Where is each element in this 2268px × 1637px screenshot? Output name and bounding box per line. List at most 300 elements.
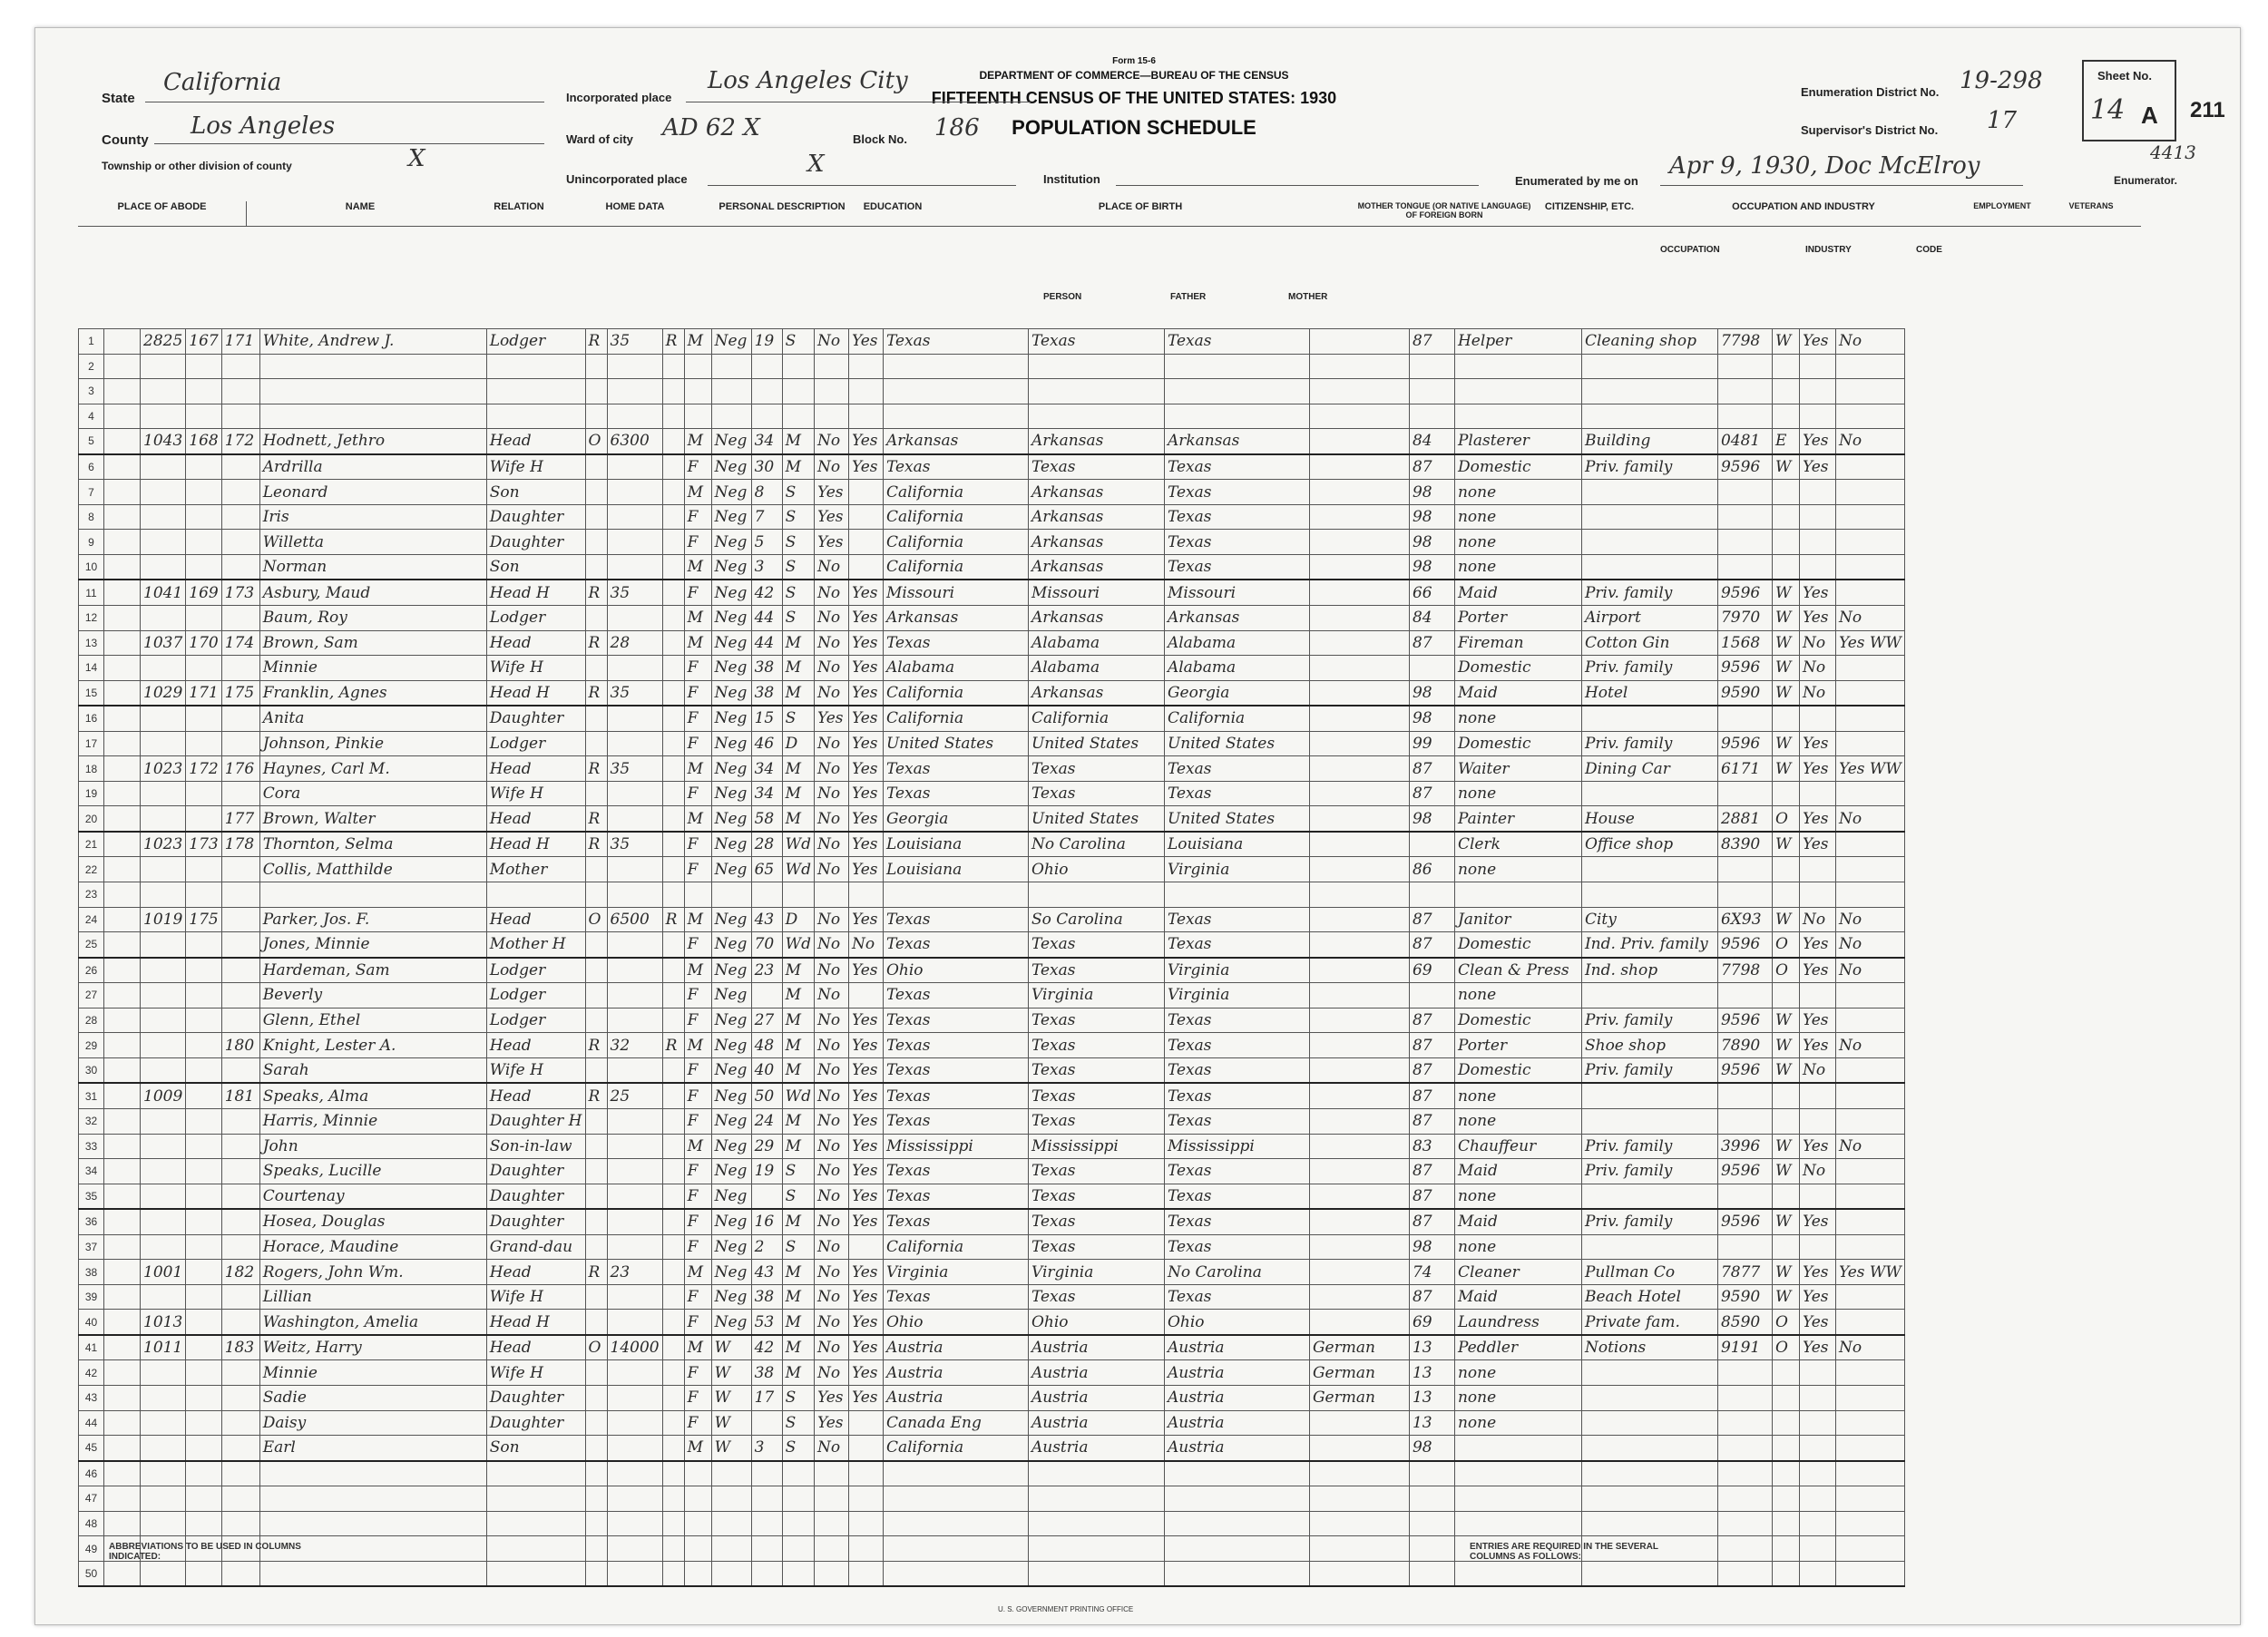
group-relation: RELATION bbox=[474, 201, 564, 227]
cell-employed bbox=[1799, 354, 1835, 379]
cell-code: 87 bbox=[1409, 329, 1454, 355]
cell-occupation: Porter bbox=[1454, 606, 1581, 631]
cell-dwelling: 172 bbox=[186, 756, 221, 782]
cell-birth: California bbox=[883, 480, 1028, 505]
sheet-label: Sheet No. bbox=[2097, 69, 2152, 83]
cell-mother: Texas bbox=[1164, 1184, 1309, 1209]
cell-occupation: Porter bbox=[1454, 1033, 1581, 1058]
cell-worker bbox=[1772, 1360, 1799, 1386]
line-number: 14 bbox=[79, 656, 104, 681]
cell-tongue bbox=[1309, 1184, 1409, 1209]
cell-industry bbox=[1581, 404, 1717, 429]
cell-age bbox=[751, 404, 782, 429]
cell-relation bbox=[486, 1536, 585, 1562]
cell-father: Texas bbox=[1028, 1057, 1164, 1083]
cell-marital: M bbox=[782, 958, 814, 983]
cell-house bbox=[141, 1561, 186, 1586]
cell-tenure bbox=[585, 454, 607, 480]
group-citizenship: CITIZENSHIP, ETC. bbox=[1535, 201, 1644, 227]
table-row bbox=[79, 1234, 1905, 1260]
cell-radio bbox=[662, 656, 684, 681]
cell-radio bbox=[662, 706, 684, 731]
cell-race: Neg bbox=[711, 983, 751, 1009]
cell-mother: Virginia bbox=[1164, 958, 1309, 983]
cell-house bbox=[141, 354, 186, 379]
cell-street bbox=[104, 1234, 141, 1260]
cell-house: 2825 bbox=[141, 329, 186, 355]
cell-dwelling bbox=[186, 504, 221, 530]
cell-worker bbox=[1772, 983, 1799, 1009]
cell-birth: Texas bbox=[883, 1284, 1028, 1310]
cell-employed bbox=[1799, 1184, 1835, 1209]
cell-ocode: 7890 bbox=[1717, 1033, 1772, 1058]
table-row bbox=[79, 1486, 1905, 1512]
table-row bbox=[79, 1159, 1905, 1184]
cell-value bbox=[607, 1008, 662, 1033]
cell-ocode: 9596 bbox=[1717, 580, 1772, 605]
cell-code: 87 bbox=[1409, 1033, 1454, 1058]
cell-name: Jones, Minnie bbox=[259, 932, 486, 958]
cell-relation: Wife H bbox=[486, 1284, 585, 1310]
cell-house bbox=[141, 1436, 186, 1461]
cell-relation: Wife H bbox=[486, 656, 585, 681]
cell-marital: D bbox=[782, 731, 814, 756]
line-number: 12 bbox=[79, 606, 104, 631]
cell-employed: Yes bbox=[1799, 329, 1835, 355]
incorporated-label: Incorporated place bbox=[566, 91, 672, 104]
cell-value bbox=[607, 1057, 662, 1083]
cell-employed bbox=[1799, 1511, 1835, 1536]
cell-radio bbox=[662, 806, 684, 832]
line-number: 40 bbox=[79, 1310, 104, 1335]
cell-family bbox=[221, 1057, 259, 1083]
cell-veteran bbox=[1835, 1536, 1904, 1562]
cell-relation bbox=[486, 404, 585, 429]
cell-ocode bbox=[1717, 1360, 1772, 1386]
cell-code bbox=[1409, 354, 1454, 379]
cell-sex: M bbox=[684, 554, 711, 580]
cell-birth: Missouri bbox=[883, 580, 1028, 605]
enum-district-label: Enumeration District No. bbox=[1801, 85, 1940, 99]
cell-employed bbox=[1799, 1461, 1835, 1486]
cell-ocode: 2881 bbox=[1717, 806, 1772, 832]
cell-mother: Texas bbox=[1164, 1284, 1309, 1310]
cell-sex: F bbox=[684, 857, 711, 882]
cell-name: Sarah bbox=[259, 1057, 486, 1083]
cell-marital: S bbox=[782, 329, 814, 355]
cell-school: No bbox=[814, 932, 848, 958]
cell-ocode bbox=[1717, 1486, 1772, 1512]
cell-relation: Wife H bbox=[486, 1057, 585, 1083]
cell-worker bbox=[1772, 1410, 1799, 1436]
cell-tongue bbox=[1309, 480, 1409, 505]
cell-veteran: Yes WW bbox=[1835, 1260, 1904, 1285]
cell-race: Neg bbox=[711, 656, 751, 681]
table-row bbox=[79, 1511, 1905, 1536]
cell-radio bbox=[662, 504, 684, 530]
cell-street bbox=[104, 1209, 141, 1234]
cell-name: Lillian bbox=[259, 1284, 486, 1310]
table-row bbox=[79, 983, 1905, 1009]
institution-label: Institution bbox=[1043, 172, 1100, 186]
cell-house bbox=[141, 1385, 186, 1410]
cell-veteran bbox=[1835, 680, 1904, 706]
cell-tenure: R bbox=[585, 329, 607, 355]
cell-sex: F bbox=[684, 932, 711, 958]
cell-house bbox=[141, 379, 186, 404]
cell-employed bbox=[1799, 983, 1835, 1009]
cell-tenure bbox=[585, 1486, 607, 1512]
cell-father: Alabama bbox=[1028, 656, 1164, 681]
cell-tongue bbox=[1309, 1134, 1409, 1159]
cell-radio bbox=[662, 1209, 684, 1234]
cell-industry bbox=[1581, 379, 1717, 404]
cell-radio bbox=[662, 1461, 684, 1486]
cell-industry: Office shop bbox=[1581, 832, 1717, 857]
cell-dwelling bbox=[186, 480, 221, 505]
cell-birth: California bbox=[883, 706, 1028, 731]
cell-name: Speaks, Alma bbox=[259, 1083, 486, 1108]
cell-tongue bbox=[1309, 1284, 1409, 1310]
cell-school: Yes bbox=[814, 480, 848, 505]
cell-street bbox=[104, 958, 141, 983]
cell-sex bbox=[684, 379, 711, 404]
cell-age bbox=[751, 354, 782, 379]
cell-value bbox=[607, 1486, 662, 1512]
cell-school: No bbox=[814, 857, 848, 882]
line-number: 30 bbox=[79, 1057, 104, 1083]
cell-read: Yes bbox=[848, 1360, 883, 1386]
cell-read bbox=[848, 1410, 883, 1436]
cell-ocode: 7798 bbox=[1717, 329, 1772, 355]
cell-veteran bbox=[1835, 1008, 1904, 1033]
line-number: 37 bbox=[79, 1234, 104, 1260]
cell-race: Neg bbox=[711, 958, 751, 983]
table-row bbox=[79, 1083, 1905, 1108]
cell-school: No bbox=[814, 1335, 848, 1360]
cell-birth: Texas bbox=[883, 1209, 1028, 1234]
cell-father: No Carolina bbox=[1028, 832, 1164, 857]
cell-school: No bbox=[814, 1260, 848, 1285]
cell-street bbox=[104, 656, 141, 681]
cell-occupation: none bbox=[1454, 1083, 1581, 1108]
cell-veteran: No bbox=[1835, 907, 1904, 932]
cell-birth: Texas bbox=[883, 932, 1028, 958]
cell-industry: Priv. family bbox=[1581, 454, 1717, 480]
cell-code: 87 bbox=[1409, 1008, 1454, 1033]
cell-race: Neg bbox=[711, 504, 751, 530]
cell-family bbox=[221, 983, 259, 1009]
cell-street bbox=[104, 404, 141, 429]
cell-tongue bbox=[1309, 731, 1409, 756]
cell-marital bbox=[782, 354, 814, 379]
cell-school: No bbox=[814, 1209, 848, 1234]
cell-tongue bbox=[1309, 1159, 1409, 1184]
cell-code: 87 bbox=[1409, 454, 1454, 480]
cell-dwelling bbox=[186, 1461, 221, 1486]
table-row bbox=[79, 706, 1905, 731]
cell-family bbox=[221, 1234, 259, 1260]
cell-value bbox=[607, 882, 662, 908]
cell-radio bbox=[662, 932, 684, 958]
cell-ocode bbox=[1717, 1184, 1772, 1209]
cell-sex: F bbox=[684, 1310, 711, 1335]
group-place-of-abode: PLACE OF ABODE bbox=[78, 201, 247, 227]
cell-father bbox=[1028, 1511, 1164, 1536]
cell-street bbox=[104, 1184, 141, 1209]
cell-value: 35 bbox=[607, 680, 662, 706]
cell-industry: Priv. family bbox=[1581, 731, 1717, 756]
cell-value: 35 bbox=[607, 756, 662, 782]
cell-code: 87 bbox=[1409, 932, 1454, 958]
cell-name bbox=[259, 1461, 486, 1486]
cell-value bbox=[607, 1511, 662, 1536]
cell-father: Texas bbox=[1028, 1284, 1164, 1310]
cell-race: Neg bbox=[711, 781, 751, 806]
cell-name: Hardeman, Sam bbox=[259, 958, 486, 983]
cell-occupation bbox=[1454, 404, 1581, 429]
cell-ocode: 9596 bbox=[1717, 454, 1772, 480]
cell-birth: California bbox=[883, 1436, 1028, 1461]
cell-tenure: O bbox=[585, 429, 607, 454]
cell-age: 3 bbox=[751, 554, 782, 580]
cell-school: Yes bbox=[814, 1385, 848, 1410]
cell-street bbox=[104, 554, 141, 580]
cell-occupation: Laundress bbox=[1454, 1310, 1581, 1335]
cell-radio bbox=[662, 1436, 684, 1461]
cell-age bbox=[751, 1561, 782, 1586]
cell-race: Neg bbox=[711, 832, 751, 857]
cell-value bbox=[607, 504, 662, 530]
cell-marital: S bbox=[782, 1234, 814, 1260]
line-number: 39 bbox=[79, 1284, 104, 1310]
cell-name bbox=[259, 354, 486, 379]
cell-industry bbox=[1581, 1410, 1717, 1436]
cell-house bbox=[141, 932, 186, 958]
line-number: 49 bbox=[79, 1536, 104, 1562]
cell-family bbox=[221, 1159, 259, 1184]
cell-ocode: 7970 bbox=[1717, 606, 1772, 631]
cell-marital: M bbox=[782, 756, 814, 782]
cell-mother: Arkansas bbox=[1164, 606, 1309, 631]
cell-age: 40 bbox=[751, 1057, 782, 1083]
cell-relation: Head bbox=[486, 1260, 585, 1285]
cell-tongue bbox=[1309, 454, 1409, 480]
cell-code: 87 bbox=[1409, 907, 1454, 932]
group-birth: PLACE OF BIRTH bbox=[927, 201, 1354, 227]
cell-radio bbox=[662, 354, 684, 379]
table-row bbox=[79, 530, 1905, 555]
township-value: X bbox=[408, 145, 425, 172]
cell-code bbox=[1409, 656, 1454, 681]
cell-value: 35 bbox=[607, 580, 662, 605]
cell-house bbox=[141, 806, 186, 832]
sheet-note: 4413 bbox=[2150, 141, 2196, 163]
cell-dwelling bbox=[186, 1234, 221, 1260]
cell-mother: Texas bbox=[1164, 907, 1309, 932]
cell-radio bbox=[662, 1536, 684, 1562]
cell-father: Texas bbox=[1028, 1234, 1164, 1260]
cell-dwelling bbox=[186, 731, 221, 756]
cell-age: 23 bbox=[751, 958, 782, 983]
cell-tenure bbox=[585, 882, 607, 908]
cell-tongue bbox=[1309, 832, 1409, 857]
cell-name bbox=[259, 1561, 486, 1586]
cell-radio bbox=[662, 630, 684, 656]
cell-relation: Head bbox=[486, 1335, 585, 1360]
cell-radio bbox=[662, 530, 684, 555]
cell-race: W bbox=[711, 1410, 751, 1436]
cell-value bbox=[607, 1385, 662, 1410]
cell-dwelling bbox=[186, 1033, 221, 1058]
cell-code: 87 bbox=[1409, 1108, 1454, 1134]
cell-father: Arkansas bbox=[1028, 680, 1164, 706]
cell-marital: Wd bbox=[782, 857, 814, 882]
cell-street bbox=[104, 706, 141, 731]
line-number: 15 bbox=[79, 680, 104, 706]
cell-worker: W bbox=[1772, 907, 1799, 932]
cell-birth: Austria bbox=[883, 1335, 1028, 1360]
sheet-value: 14 bbox=[2090, 94, 2126, 126]
cell-industry bbox=[1581, 1234, 1717, 1260]
cell-ocode bbox=[1717, 1511, 1772, 1536]
cell-birth: California bbox=[883, 504, 1028, 530]
cell-street bbox=[104, 1410, 141, 1436]
census-table bbox=[78, 328, 1905, 1587]
cell-street bbox=[104, 1159, 141, 1184]
cell-occupation: Domestic bbox=[1454, 932, 1581, 958]
cell-relation: Lodger bbox=[486, 329, 585, 355]
line-number: 5 bbox=[79, 429, 104, 454]
cell-tenure bbox=[585, 1209, 607, 1234]
line-number: 43 bbox=[79, 1385, 104, 1410]
cell-dwelling bbox=[186, 404, 221, 429]
cell-employed bbox=[1799, 404, 1835, 429]
county-line bbox=[154, 143, 544, 144]
cell-occupation: Helper bbox=[1454, 329, 1581, 355]
line-number: 27 bbox=[79, 983, 104, 1009]
cell-tenure: R bbox=[585, 1260, 607, 1285]
cell-age: 65 bbox=[751, 857, 782, 882]
cell-birth: Mississippi bbox=[883, 1134, 1028, 1159]
cell-name: Haynes, Carl M. bbox=[259, 756, 486, 782]
cell-ocode bbox=[1717, 1385, 1772, 1410]
cell-tenure bbox=[585, 1008, 607, 1033]
cell-industry: Notions bbox=[1581, 1335, 1717, 1360]
cell-industry bbox=[1581, 1385, 1717, 1410]
cell-radio bbox=[662, 680, 684, 706]
cell-age: 34 bbox=[751, 429, 782, 454]
table-row bbox=[79, 429, 1905, 454]
cell-age bbox=[751, 1184, 782, 1209]
cell-employed: No bbox=[1799, 1159, 1835, 1184]
cell-industry: Priv. family bbox=[1581, 1057, 1717, 1083]
table-row bbox=[79, 1134, 1905, 1159]
cell-veteran: No bbox=[1835, 429, 1904, 454]
cell-worker: W bbox=[1772, 756, 1799, 782]
cell-street bbox=[104, 329, 141, 355]
cell-age bbox=[751, 882, 782, 908]
cell-occupation: Domestic bbox=[1454, 656, 1581, 681]
cell-father: Texas bbox=[1028, 781, 1164, 806]
cell-value bbox=[607, 606, 662, 631]
cell-school: No bbox=[814, 756, 848, 782]
cell-industry: Priv. family bbox=[1581, 1159, 1717, 1184]
cell-ocode bbox=[1717, 554, 1772, 580]
cell-industry bbox=[1581, 882, 1717, 908]
cell-school: No bbox=[814, 1134, 848, 1159]
cell-industry bbox=[1581, 1083, 1717, 1108]
cell-code bbox=[1409, 1511, 1454, 1536]
cell-occupation: none bbox=[1454, 1184, 1581, 1209]
cell-street bbox=[104, 731, 141, 756]
cell-worker: W bbox=[1772, 580, 1799, 605]
cell-family bbox=[221, 554, 259, 580]
cell-school: No bbox=[814, 454, 848, 480]
cell-mother: Austria bbox=[1164, 1360, 1309, 1386]
cell-veteran bbox=[1835, 1461, 1904, 1486]
cell-veteran bbox=[1835, 1410, 1904, 1436]
cell-house: 1019 bbox=[141, 907, 186, 932]
cell-street bbox=[104, 454, 141, 480]
cell-mother bbox=[1164, 1561, 1309, 1586]
cell-name: Earl bbox=[259, 1436, 486, 1461]
cell-family bbox=[221, 1385, 259, 1410]
cell-worker: O bbox=[1772, 958, 1799, 983]
cell-house bbox=[141, 1159, 186, 1184]
cell-code: 13 bbox=[1409, 1410, 1454, 1436]
form-number: Form 15-6 bbox=[1112, 56, 1156, 66]
cell-tenure: R bbox=[585, 832, 607, 857]
cell-ocode: 9191 bbox=[1717, 1335, 1772, 1360]
cell-tenure bbox=[585, 1057, 607, 1083]
cell-ocode: 0481 bbox=[1717, 429, 1772, 454]
cell-industry bbox=[1581, 1486, 1717, 1512]
cell-code: 98 bbox=[1409, 706, 1454, 731]
line-number: 31 bbox=[79, 1083, 104, 1108]
cell-veteran bbox=[1835, 983, 1904, 1009]
unincorporated-label: Unincorporated place bbox=[566, 172, 688, 186]
cell-race: Neg bbox=[711, 1310, 751, 1335]
cell-code: 84 bbox=[1409, 429, 1454, 454]
cell-age: 48 bbox=[751, 1033, 782, 1058]
cell-family bbox=[221, 1436, 259, 1461]
cell-read: Yes bbox=[848, 1159, 883, 1184]
cell-father: Austria bbox=[1028, 1385, 1164, 1410]
cell-family bbox=[221, 354, 259, 379]
cell-industry: Ind. shop bbox=[1581, 958, 1717, 983]
cell-birth: Texas bbox=[883, 329, 1028, 355]
cell-veteran bbox=[1835, 1108, 1904, 1134]
cell-marital: M bbox=[782, 1134, 814, 1159]
cell-ocode bbox=[1717, 1461, 1772, 1486]
cell-code bbox=[1409, 1561, 1454, 1586]
cell-tongue bbox=[1309, 806, 1409, 832]
table-row bbox=[79, 454, 1905, 480]
cell-age bbox=[751, 1410, 782, 1436]
cell-sex: F bbox=[684, 832, 711, 857]
cell-race: Neg bbox=[711, 454, 751, 480]
cell-father: Texas bbox=[1028, 756, 1164, 782]
cell-worker bbox=[1772, 504, 1799, 530]
cell-radio bbox=[662, 1134, 684, 1159]
cell-code: 86 bbox=[1409, 857, 1454, 882]
cell-ocode bbox=[1717, 983, 1772, 1009]
cell-father: Arkansas bbox=[1028, 530, 1164, 555]
cell-street bbox=[104, 857, 141, 882]
cell-industry bbox=[1581, 1561, 1717, 1586]
cell-tenure bbox=[585, 731, 607, 756]
